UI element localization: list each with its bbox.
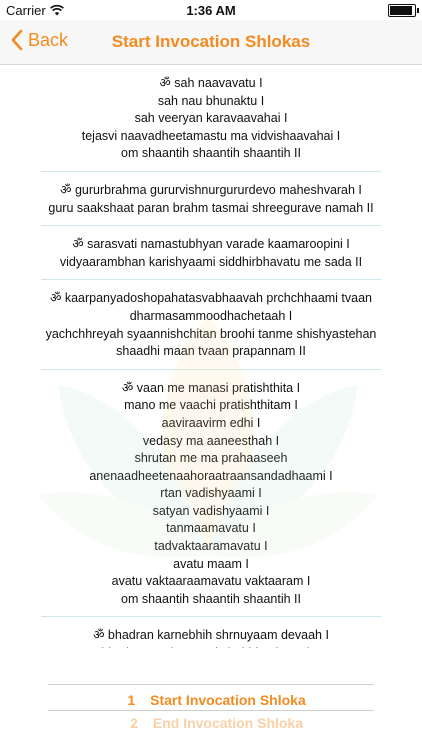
shloka-line: ॐ gururbrahma gururvishnurgururdevo maheshvarah I — [60, 182, 362, 197]
shloka-block — [41, 65, 381, 172]
picker-option-number: 1 — [127, 692, 136, 708]
shloka-line: avatu maam I — [173, 556, 249, 571]
picker-option-label: Start Invocation Shloka — [150, 692, 306, 708]
picker-divider — [48, 710, 374, 711]
shloka-line: tadvaktaaramavatu I — [154, 539, 268, 554]
picker-option-end[interactable] — [0, 715, 422, 731]
picker-option-label: End Invocation Shloka — [152, 715, 304, 731]
shloka-line: shaadhi maan tvaan prapannam II — [116, 344, 306, 359]
back-label: Back — [28, 29, 69, 50]
shloka-line: om shaantih shaantih shaantih II — [121, 146, 301, 161]
shloka-container — [0, 65, 422, 672]
shloka-line: sah nau bhunaktu I — [157, 93, 265, 108]
shloka-block — [41, 370, 381, 618]
page-title: Start Invocation Shlokas — [111, 32, 311, 51]
shloka-line: vedasy ma aaneesthah I — [142, 433, 280, 448]
shloka-line: ॐ sah naavavatu I — [159, 76, 263, 90]
shloka-line: ॐ kaarpanyadoshopahatasvabhaavah prchchhaami tvaan — [49, 291, 373, 306]
picker-divider — [48, 684, 374, 685]
picker-option-start[interactable] — [0, 692, 422, 708]
shloka-block — [41, 172, 381, 226]
shloka-block — [41, 280, 381, 369]
shloka-line: aaviraavirm edhi I — [161, 415, 261, 430]
status-bar — [0, 0, 422, 20]
shloka-line: tejasvi naavadheetamastu ma vidvishaavahai I — [81, 128, 341, 143]
shloka-line: ॐ vaan me manasi pratishthita I — [121, 380, 301, 395]
shloka-line: anenaadheetenaahoraatraansandadhaami I — [89, 468, 333, 483]
battery-icon — [388, 4, 416, 17]
shloka-line: ॐ bhadran karnebhih shrnuyaam devaah I — [93, 628, 329, 643]
picker-option-number: 2 — [130, 715, 138, 731]
status-time: 1:36 AM — [186, 3, 236, 18]
shloka-line: satyan vadishyaami I — [152, 503, 270, 518]
carrier-label: Carrier — [6, 3, 46, 18]
shloka-list[interactable] — [0, 65, 422, 648]
shloka-line: rtan vadishyaami I — [160, 486, 262, 501]
shloka-line: yachchhreyah syaannishchitan broohi tanme shishyastehan — [45, 326, 377, 341]
shloka-line: mano me vaachi pratishthitam I — [124, 398, 298, 413]
shloka-line: ॐ sarasvati namastubhyan varade kaamaroopini I — [72, 237, 350, 252]
shloka-line: shrutan me ma prahaaseeh — [134, 451, 288, 466]
shloka-line: om shaantih shaantih shaantih II — [121, 591, 301, 606]
shloka-line: sah veeryan karavaavahai I — [134, 111, 288, 126]
shloka-block — [41, 226, 381, 280]
shloka-line: tanmaamavatu I — [166, 521, 256, 536]
shloka-line: dharmasammoodhachetaah I — [129, 308, 293, 323]
shloka-line: guru saakshaat paran brahm tasmai shreegurave namah II — [48, 200, 374, 215]
shloka-line: avatu vaktaaraamavatu vaktaaram I — [111, 574, 311, 589]
navigation-bar — [0, 20, 422, 65]
shloka-line: vidyaarambhan karishyaami siddhirbhavatu me sada II — [59, 254, 363, 269]
shloka-picker[interactable] — [0, 648, 422, 750]
